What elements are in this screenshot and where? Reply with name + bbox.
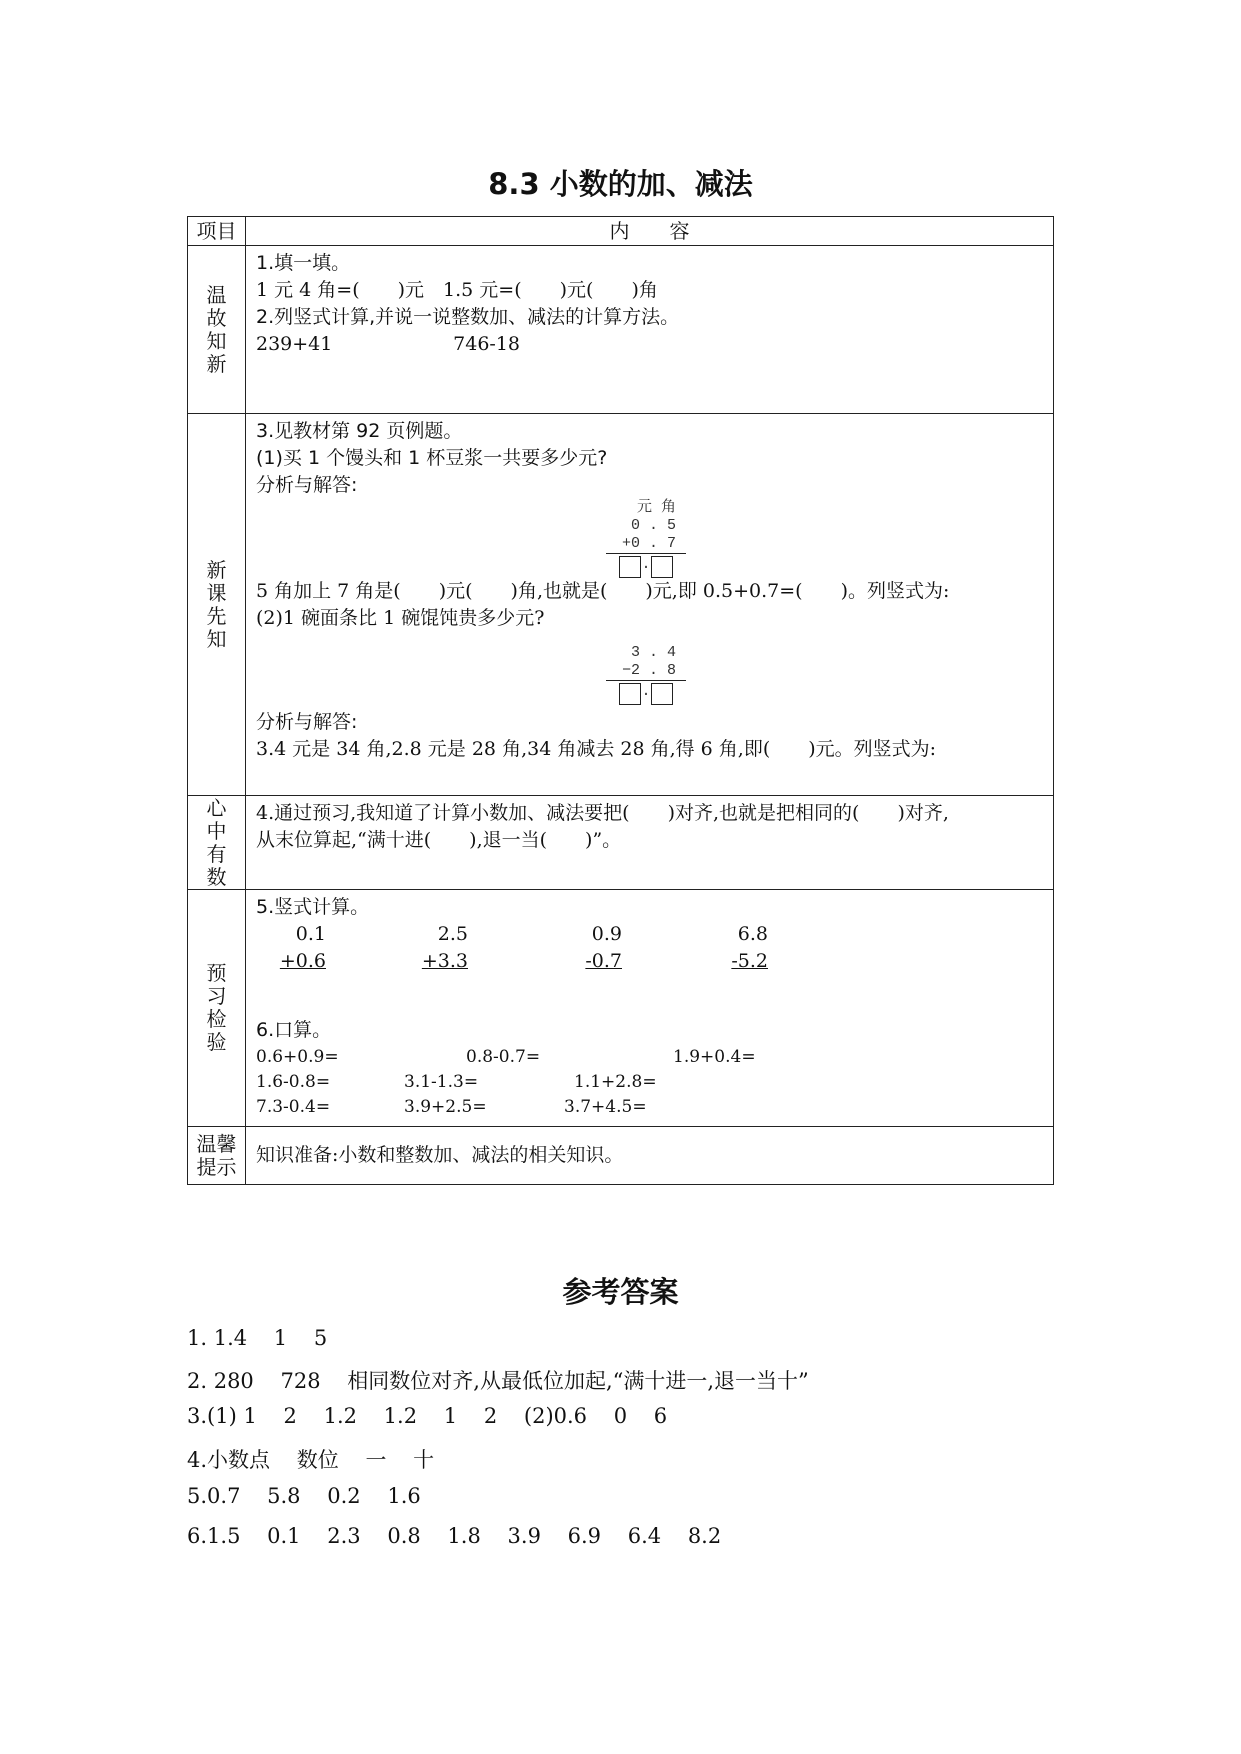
oral-item: 1.1+2.8= xyxy=(574,1072,657,1092)
blank-box xyxy=(651,683,673,705)
oral-item: 1.6-0.8= xyxy=(256,1072,331,1092)
row-label-check: 预习检验 xyxy=(206,961,227,1054)
exercise-top: 0.1 xyxy=(295,923,326,945)
exercise-top: 0.9 xyxy=(591,923,622,945)
exercise-item xyxy=(562,921,622,975)
row-label-review: 温故知新 xyxy=(206,282,227,376)
row-new-lesson xyxy=(188,414,1054,796)
exercise-item xyxy=(266,921,326,975)
row-tips xyxy=(188,1127,1054,1185)
vertical-subtraction xyxy=(606,644,686,705)
text-line: 6.口算。 xyxy=(256,1019,332,1041)
text-line: 分析与解答: xyxy=(256,711,358,733)
row-label-new: 新课先知 xyxy=(206,557,227,651)
text-line: 3.见教材第 92 页例题。 xyxy=(256,420,463,442)
answer-boxes: · xyxy=(606,681,686,705)
blank-box xyxy=(651,556,673,578)
answers-title: 参考答案 xyxy=(562,1275,679,1309)
oral-calc xyxy=(256,1044,1043,1122)
row-summary xyxy=(188,796,1054,890)
vertical-head: 元 角 xyxy=(636,499,676,516)
text-line: 2.列竖式计算,并说一说整数加、减法的计算方法。 xyxy=(256,306,680,328)
text-line: 1.填一填。 xyxy=(256,252,351,274)
oral-item: 0.8-0.7= xyxy=(466,1047,541,1067)
vertical-top: 3 . 4 xyxy=(630,644,676,661)
text-line: 3.4 元是 34 角,2.8 元是 28 角,34 角减去 28 角,得 6 角,即( )元。列竖式为: xyxy=(256,738,937,760)
exercise-top: 2.5 xyxy=(437,923,468,945)
exercise-bottom: +0.6 xyxy=(279,950,326,972)
vertical-bottom: −2 . 8 xyxy=(606,662,686,681)
row-label-summary: 心中有数 xyxy=(206,795,227,889)
exercise-item xyxy=(708,921,768,975)
blank-box xyxy=(619,556,641,578)
text-line: (1)买 1 个馒头和 1 杯豆浆一共要多少元? xyxy=(256,447,608,469)
exercise-item xyxy=(408,921,468,975)
text-line: 5 角加上 7 角是( )元( )角,也就是( )元,即 0.5+0.7=( )。列竖式为: xyxy=(256,580,950,602)
exercise-bottom: +3.3 xyxy=(421,950,468,972)
header-content: 内 容 xyxy=(246,217,1054,246)
text-line: 239+41 746-18 xyxy=(256,333,521,355)
row-preview-check xyxy=(188,890,1054,1127)
oral-item: 1.9+0.4= xyxy=(673,1047,756,1067)
tips-text: 知识准备:小数和整数加、减法的相关知识。 xyxy=(256,1144,624,1166)
answer-line: 5.0.7 5.8 0.2 1.6 xyxy=(187,1484,421,1508)
text-line: 从末位算起,“满十进( ),退一当( )”。 xyxy=(256,829,622,851)
text-line: 5.竖式计算。 xyxy=(256,896,370,918)
lesson-table xyxy=(187,216,1054,1185)
answer-line: 2. 280 728 相同数位对齐,从最低位加起,“满十进一,退一当十” xyxy=(187,1369,809,1393)
exercise-top: 6.8 xyxy=(737,923,768,945)
answer-line: 6.1.5 0.1 2.3 0.8 1.8 3.9 6.9 6.4 8.2 xyxy=(187,1524,722,1548)
page-title: 8.3 小数的加、减法 xyxy=(488,167,753,201)
blank-box xyxy=(619,683,641,705)
answer-line: 3.(1) 1 2 1.2 1.2 1 2 (2)0.6 0 6 xyxy=(187,1404,668,1428)
text-line: 4.通过预习,我知道了计算小数加、减法要把( )对齐,也就是把相同的( )对齐, xyxy=(256,802,949,824)
vertical-top: 0 . 5 xyxy=(630,517,676,534)
vertical-bottom: +0 . 7 xyxy=(606,535,686,554)
text-line: 分析与解答: xyxy=(256,474,358,496)
oral-item: 0.6+0.9= xyxy=(256,1047,339,1067)
text-line: (2)1 碗面条比 1 碗馄饨贵多少元? xyxy=(256,607,545,629)
row-review xyxy=(188,246,1054,414)
text-line: 1 元 4 角=( )元 1.5 元=( )元( )角 xyxy=(256,279,658,301)
vertical-addition xyxy=(606,499,686,578)
answer-line: 1. 1.4 1 5 xyxy=(187,1326,328,1350)
oral-item: 3.7+4.5= xyxy=(564,1097,647,1117)
table-header-row xyxy=(188,217,1054,246)
answer-boxes: · xyxy=(606,554,686,578)
header-item: 项目 xyxy=(188,217,246,246)
vertical-exercises xyxy=(256,921,1043,1017)
row-label-tips: 温馨提示 xyxy=(196,1131,237,1179)
exercise-bottom: -5.2 xyxy=(731,950,768,972)
oral-item: 3.9+2.5= xyxy=(404,1097,487,1117)
exercise-bottom: -0.7 xyxy=(585,950,622,972)
answer-line: 4.小数点 数位 一 十 xyxy=(187,1448,435,1472)
oral-item: 3.1-1.3= xyxy=(404,1072,479,1092)
oral-item: 7.3-0.4= xyxy=(256,1097,331,1117)
